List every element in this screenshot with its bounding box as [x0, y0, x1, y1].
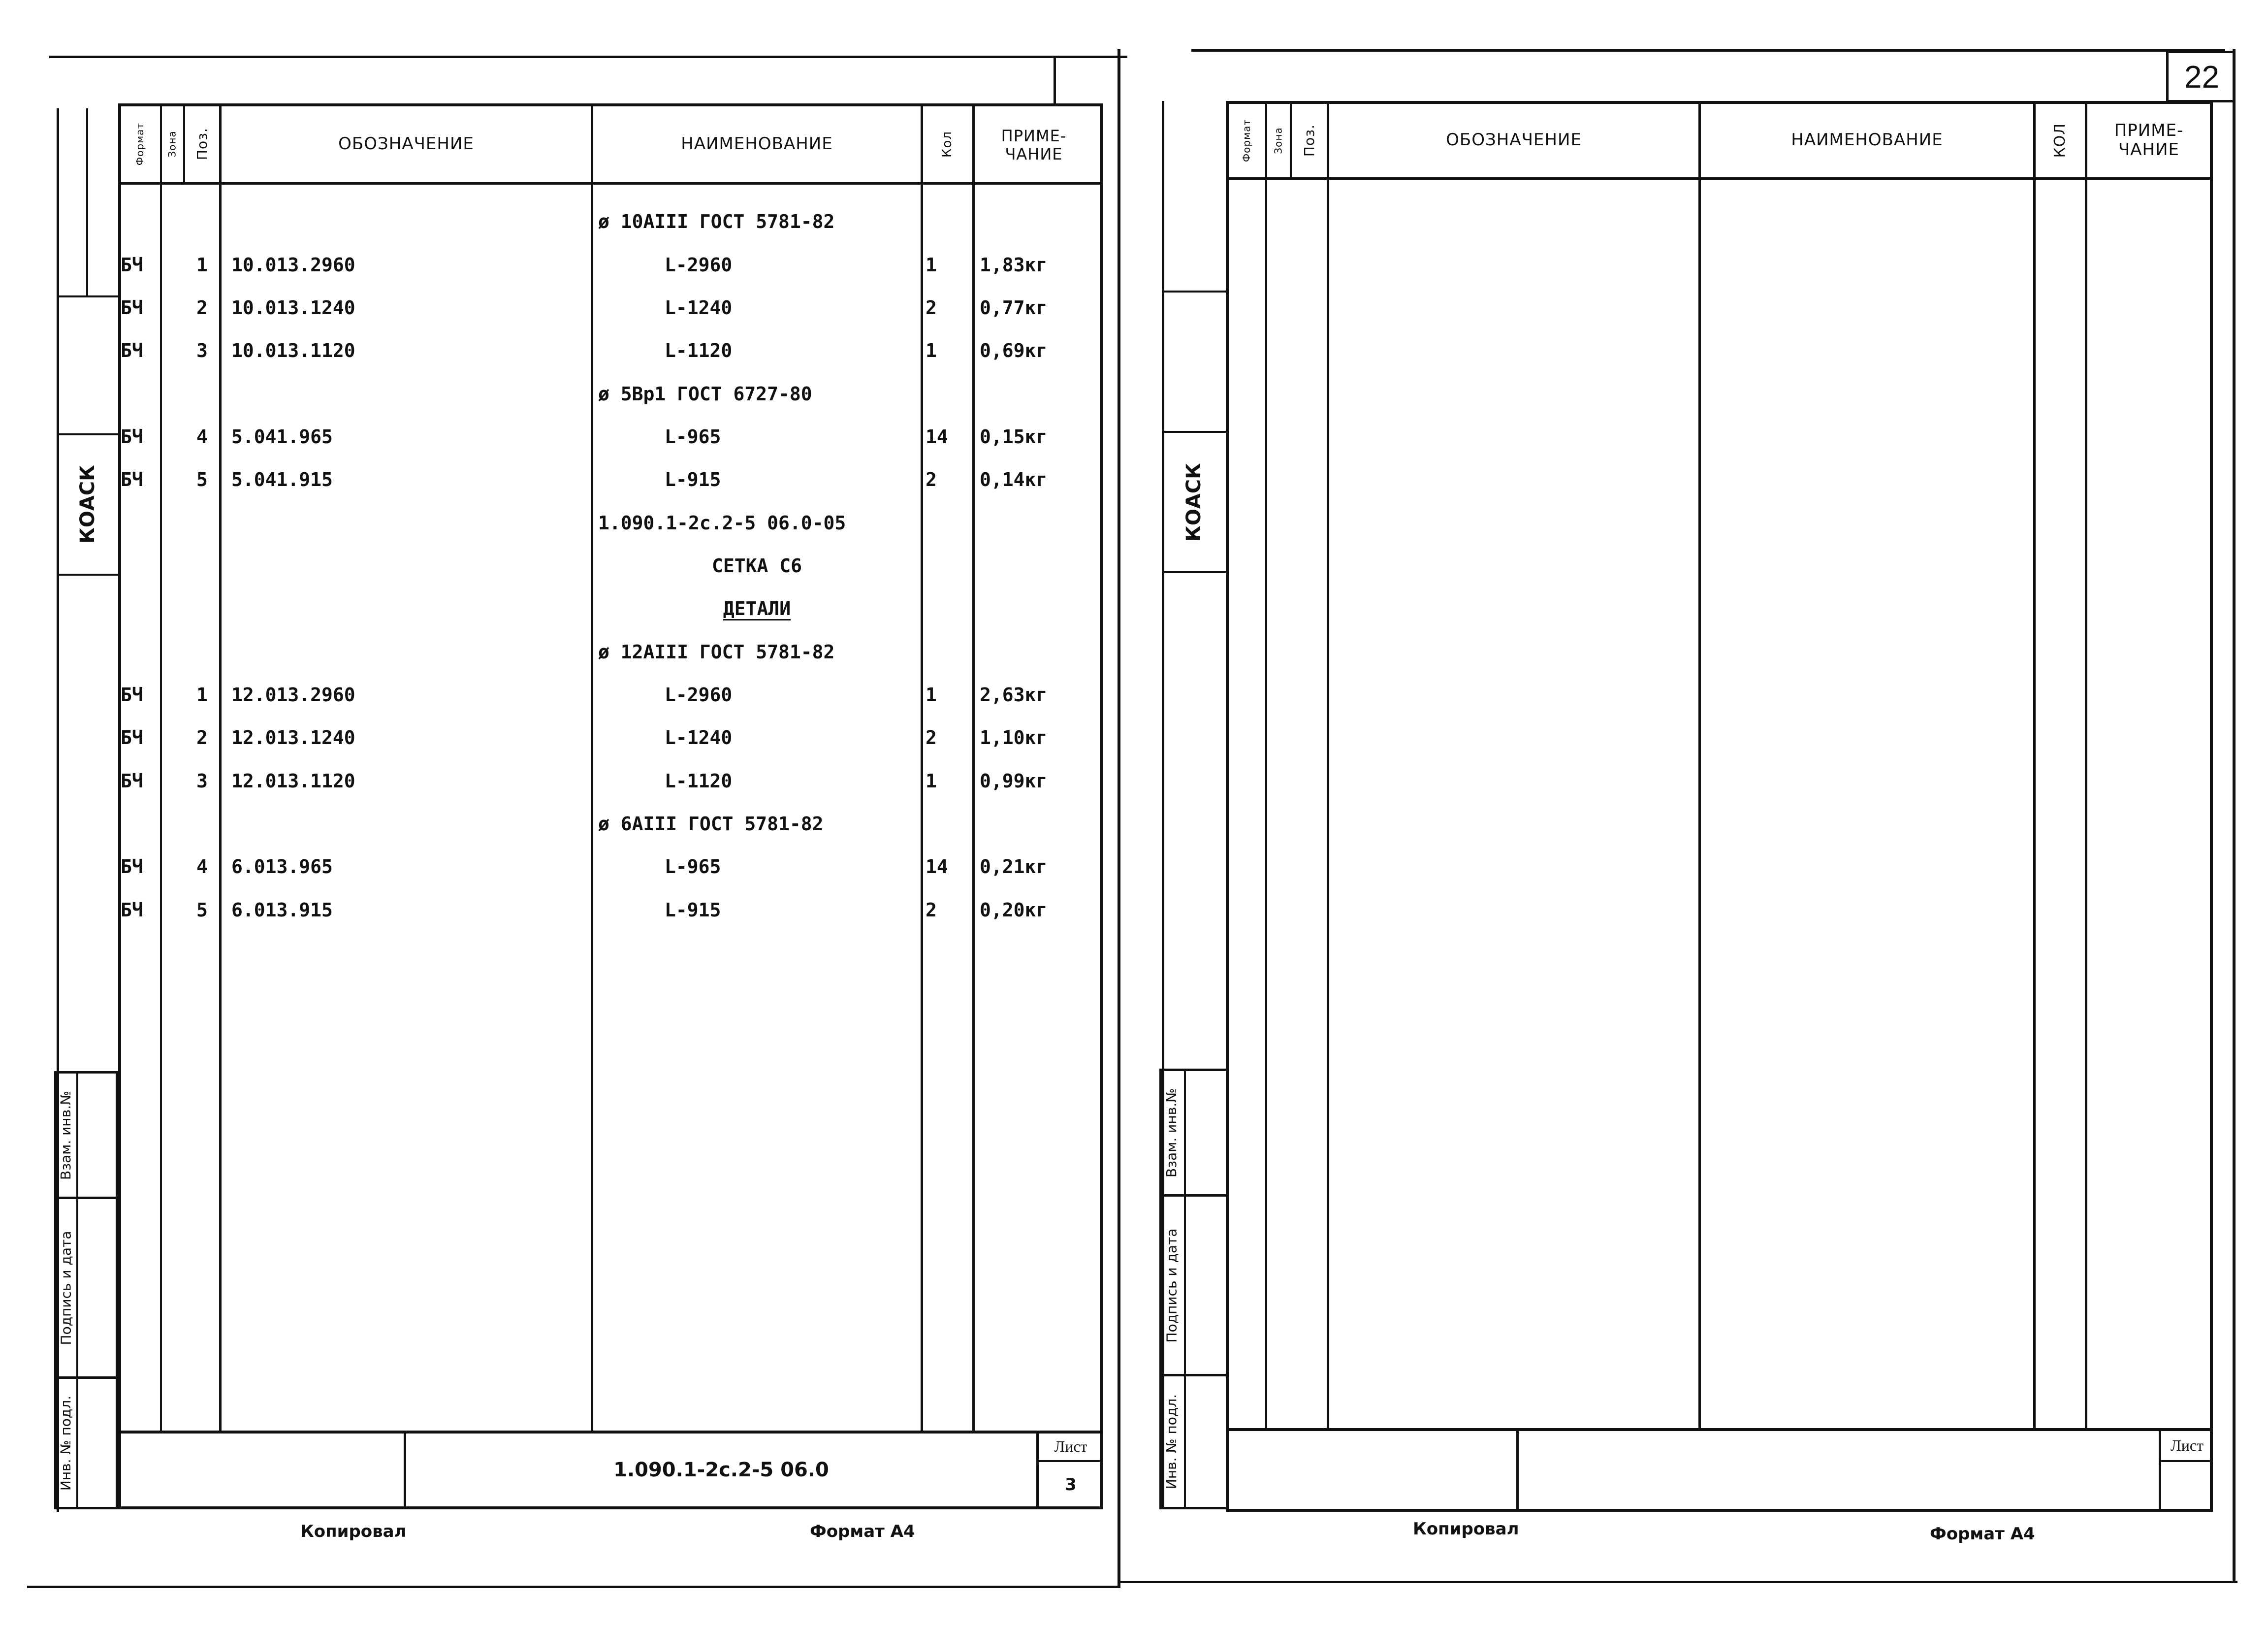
left-titleblock-div-3	[1036, 1460, 1103, 1462]
row-name: ø 12AIII ГОСТ 5781-82	[598, 641, 835, 663]
left-binding-inner-line	[86, 108, 88, 295]
row-poz: 4	[196, 426, 208, 448]
left-sheet-label: Лист	[1054, 1437, 1087, 1455]
row-note: 2,63кг	[980, 684, 1048, 706]
left-col-line-4	[591, 103, 593, 1431]
left-sheet-number: 3	[1065, 1475, 1077, 1495]
right-binding-divider-2	[1162, 431, 1228, 433]
right-col-line-1	[1265, 101, 1267, 1428]
right-stamp-podpis: Подпись и дата	[1163, 1228, 1180, 1342]
row-designation: 10.013.2960	[231, 254, 355, 276]
right-side-label: КОАСК	[1182, 463, 1205, 542]
row-name: ДЕТАЛИ	[723, 598, 791, 619]
right-sheet-label: Лист	[2170, 1436, 2204, 1454]
left-stamp-inv: Инв. № подл.	[58, 1395, 74, 1491]
row-designation: 6.013.965	[231, 856, 333, 878]
row-qty: 14	[926, 856, 948, 878]
row-fmt: БЧ	[121, 770, 143, 792]
row-name: ø 5Bp1 ГОСТ 6727-80	[598, 383, 812, 405]
row-fmt: БЧ	[121, 684, 143, 706]
row-poz: 3	[196, 340, 208, 361]
row-qty: 1	[926, 684, 937, 706]
row-name: L-915	[665, 899, 721, 921]
right-stamp-vzam: Взам. инв.№	[1163, 1088, 1180, 1177]
row-poz: 3	[196, 770, 208, 792]
row-qty: 1	[926, 340, 937, 361]
row-name: ø 6AIII ГОСТ 5781-82	[598, 813, 824, 835]
row-fmt: БЧ	[121, 340, 143, 361]
left-stamp-vzam: Взам. инв.№	[58, 1090, 74, 1180]
right-col-line-6	[2085, 101, 2087, 1428]
row-name: L-1120	[665, 340, 733, 361]
row-fmt: БЧ	[121, 426, 143, 448]
left-stamp-podpis: Подпись и дата	[58, 1231, 74, 1345]
row-designation: 10.013.1120	[231, 340, 355, 361]
left-header-qty: Кол	[940, 130, 955, 158]
right-header-qty: КОЛ	[2051, 123, 2069, 158]
left-header-poz: Поз.	[193, 128, 210, 161]
right-col-line-4	[1698, 101, 1701, 1428]
row-name: L-965	[665, 856, 721, 878]
row-poz: 4	[196, 856, 208, 878]
row-note: 0,14кг	[980, 469, 1048, 490]
right-stamp-inner-line	[1184, 1069, 1186, 1509]
right-stamp-inv: Инв. № подл.	[1163, 1394, 1180, 1490]
row-note: 0,77кг	[980, 297, 1048, 319]
right-header-poz: Поз.	[1301, 124, 1317, 157]
row-note: 0,21кг	[980, 856, 1048, 878]
right-header-zona: Зона	[1272, 127, 1284, 154]
right-binding-divider-3	[1162, 571, 1228, 573]
row-qty: 2	[926, 899, 937, 921]
row-poz: 1	[196, 684, 208, 706]
row-poz: 2	[196, 297, 208, 319]
left-col-line-1	[160, 103, 162, 1431]
top-border-right	[1191, 49, 2225, 52]
row-name: L-965	[665, 426, 721, 448]
sheet-divider	[1118, 49, 1120, 1588]
row-note: 0,99кг	[980, 770, 1048, 792]
row-fmt: БЧ	[121, 899, 143, 921]
row-note: 1,10кг	[980, 727, 1048, 749]
row-designation: 12.013.1120	[231, 770, 355, 792]
row-name: L-1120	[665, 770, 733, 792]
right-header-bottom	[1226, 177, 2213, 180]
right-header-name: НАИМЕНОВАНИЕ	[1791, 130, 1943, 150]
right-outer-border	[2233, 49, 2236, 1583]
row-fmt: БЧ	[121, 856, 143, 878]
left-header-bottom	[118, 182, 1103, 185]
row-name: L-2960	[665, 254, 733, 276]
row-name: СЕТКА С6	[711, 555, 802, 577]
row-designation: 12.013.1240	[231, 727, 355, 749]
right-header-designation: ОБОЗНАЧЕНИЕ	[1446, 130, 1582, 150]
right-binding-divider-1	[1162, 291, 1228, 293]
row-note: 1,83кг	[980, 254, 1048, 276]
row-qty: 2	[926, 469, 937, 490]
left-header-designation: ОБОЗНАЧЕНИЕ	[338, 133, 474, 154]
left-document-code: 1.090.1-2с.2-5 06.0	[613, 1459, 829, 1481]
left-binding-divider-3	[57, 574, 121, 576]
right-header-note: ПРИМЕ- ЧАНИЕ	[2114, 120, 2184, 160]
row-poz: 5	[196, 899, 208, 921]
right-table-frame	[1226, 101, 2213, 1512]
right-col-line-3	[1327, 101, 1329, 1428]
row-name: ø 10AIII ГОСТ 5781-82	[598, 211, 835, 232]
page-number: 22	[2166, 51, 2235, 102]
right-col-line-5	[2033, 101, 2036, 1428]
row-qty: 1	[926, 254, 937, 276]
row-fmt: БЧ	[121, 297, 143, 319]
right-titleblock-div-1	[1516, 1428, 1519, 1509]
left-footer-format: Формат А4	[810, 1522, 915, 1541]
left-footer-copied: Копировал	[300, 1522, 407, 1541]
bottom-border-left	[27, 1586, 1120, 1588]
row-qty: 1	[926, 770, 937, 792]
row-name: L-915	[665, 469, 721, 490]
row-note: 0,20кг	[980, 899, 1048, 921]
right-titleblock-top	[1226, 1428, 2213, 1431]
row-designation: 12.013.2960	[231, 684, 355, 706]
row-name: 1.090.1-2с.2-5 06.0-05	[598, 512, 846, 534]
left-top-corner-box	[1054, 56, 1127, 105]
row-fmt: БЧ	[121, 469, 143, 490]
row-qty: 14	[926, 426, 948, 448]
row-qty: 2	[926, 727, 937, 749]
bottom-border-right	[1120, 1581, 2237, 1583]
row-name: L-1240	[665, 297, 733, 319]
row-designation: 5.041.965	[231, 426, 333, 448]
right-titleblock-div-3	[2159, 1460, 2213, 1462]
row-designation: 10.013.1240	[231, 297, 355, 319]
row-note: 0,15кг	[980, 426, 1048, 448]
row-qty: 2	[926, 297, 937, 319]
left-header-name: НАИМЕНОВАНИЕ	[681, 133, 833, 154]
left-side-label: КОАСК	[76, 465, 99, 544]
row-name: L-2960	[665, 684, 733, 706]
left-header-note: ПРИМЕ- ЧАНИЕ	[1001, 127, 1067, 163]
row-fmt: БЧ	[121, 254, 143, 276]
right-header-format: Формат	[1241, 119, 1252, 162]
row-poz: 2	[196, 727, 208, 749]
row-designation: 5.041.915	[231, 469, 333, 490]
row-poz: 1	[196, 254, 208, 276]
row-designation: 6.013.915	[231, 899, 333, 921]
left-binding-divider-1	[57, 295, 121, 297]
left-header-zona: Зона	[166, 130, 179, 158]
left-col-line-3	[219, 103, 222, 1431]
row-name: L-1240	[665, 727, 733, 749]
row-fmt: БЧ	[121, 727, 143, 749]
right-footer-copied: Копировал	[1413, 1519, 1519, 1539]
right-footer-format: Формат А4	[1930, 1524, 2035, 1544]
row-note: 0,69кг	[980, 340, 1048, 361]
left-header-format: Формат	[134, 122, 146, 166]
row-poz: 5	[196, 469, 208, 490]
top-border-left	[49, 56, 1127, 58]
